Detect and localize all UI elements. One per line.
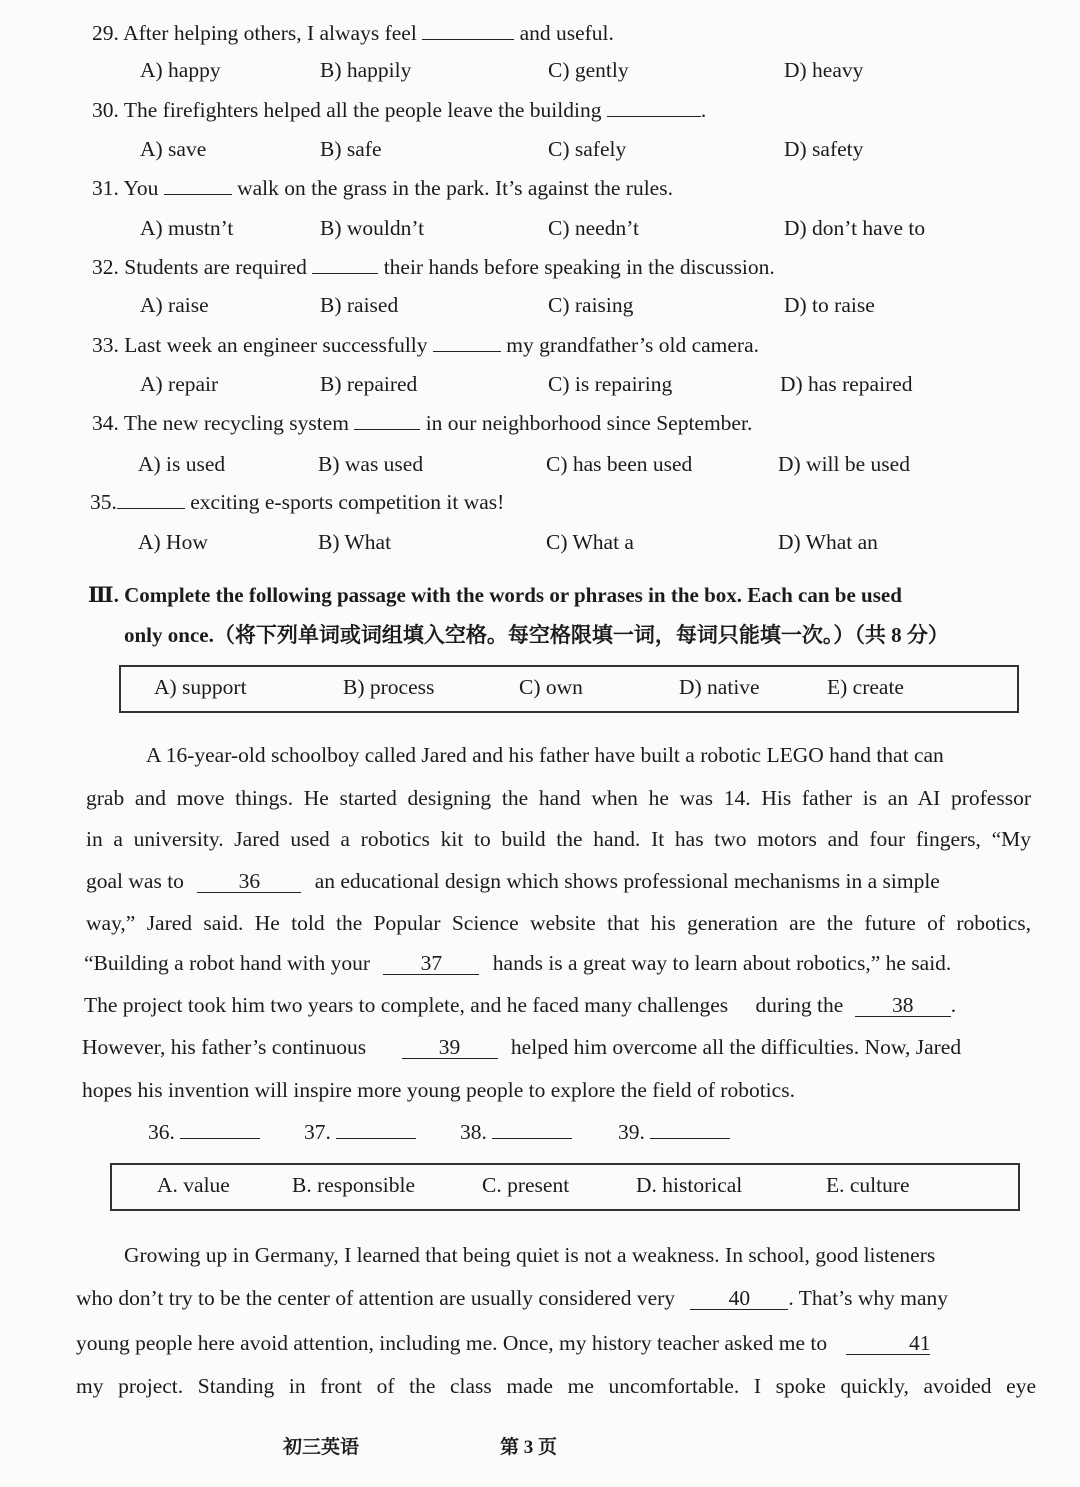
question-text: The new recycling system [123, 411, 349, 435]
passage-text: young people here avoid attention, including me. Once, my history teacher asked me to [76, 1331, 828, 1355]
option-b[interactable]: B) raised [320, 293, 399, 317]
word-option: B) process [343, 675, 435, 699]
answer-blank[interactable] [607, 96, 701, 117]
passage-line: grab and move things. He started designing the hand when he was 14. His father is an AI professor [86, 786, 1031, 810]
passage-line: in a university. Jared used a robotics kit to build the hand. It has two motors and four fingers, “My [86, 827, 1031, 851]
word-box-2 [110, 1163, 1020, 1211]
passage-line: A 16-year-old schoolboy called Jared and his father have built a robotic LEGO hand that can [146, 743, 944, 767]
answer-blank[interactable] [312, 253, 378, 274]
question-number: 31. [92, 176, 119, 200]
option-d[interactable]: D) safety [784, 137, 864, 161]
answer-39-field[interactable] [650, 1118, 730, 1139]
answer-number: 37. [304, 1120, 331, 1144]
question-text: The firefighters helped all the people leave the building [123, 98, 602, 122]
blank-40[interactable]: 40 [690, 1287, 788, 1310]
question-text: Students are required [124, 255, 307, 279]
option-c[interactable]: C) has been used [546, 452, 693, 476]
answer-37-field[interactable] [336, 1118, 416, 1139]
blank-36[interactable]: 36 [197, 870, 301, 893]
option-c[interactable]: C) is repairing [548, 372, 673, 396]
answer-blank[interactable] [433, 331, 501, 352]
word-option: C. present [482, 1173, 570, 1197]
option-c[interactable]: C) What a [546, 530, 634, 554]
question-number: 33. [92, 333, 119, 357]
option-a[interactable]: A) repair [140, 372, 219, 396]
word-option: A. value [157, 1173, 230, 1197]
word-option: A) support [154, 675, 247, 699]
option-b[interactable]: B) safe [320, 137, 382, 161]
word-option: B. responsible [292, 1173, 416, 1197]
question-text: Last week an engineer successfully [124, 333, 428, 357]
blank-39[interactable]: 39 [402, 1036, 498, 1059]
passage-text: . [950, 993, 957, 1017]
option-b[interactable]: B) What [318, 530, 392, 554]
answer-number: 39. [618, 1120, 645, 1144]
answer-36-field[interactable] [180, 1118, 260, 1139]
passage-text: an educational design which shows professional mechanisms in a simple [314, 869, 940, 893]
option-d[interactable]: D) What an [778, 530, 878, 554]
question-number: 32. [92, 255, 119, 279]
footer-subject: 初三英语 [283, 1437, 360, 1458]
answer-blank[interactable] [117, 488, 185, 509]
option-b[interactable]: B) happily [320, 58, 412, 82]
question-text: and useful. [519, 21, 614, 45]
option-a[interactable]: A) save [140, 137, 207, 161]
question-text: You [123, 176, 159, 200]
question-text: their hands before speaking in the discussion. [383, 255, 775, 279]
answer-number: 38. [460, 1120, 487, 1144]
section-3-title: Ⅲ. Complete the following passage with the words or phrases in the box. Each can be used [88, 583, 902, 607]
passage-text: However, his father’s continuous [82, 1035, 367, 1059]
word-option: C) own [519, 675, 583, 699]
footer-page-number: 第 3 页 [500, 1437, 558, 1458]
passage-line: my project. Standing in front of the class made me uncomfortable. I spoke quickly, avoided eye [76, 1374, 1036, 1398]
option-a[interactable]: A) How [138, 530, 208, 554]
option-d[interactable]: D) heavy [784, 58, 864, 82]
answer-38-field[interactable] [492, 1118, 572, 1139]
passage-text: . That’s why many [788, 1286, 949, 1310]
passage-text: helped him overcome all the difficulties. Now, Jared [510, 1035, 962, 1059]
passage-line: Growing up in Germany, I learned that being quiet is not a weakness. In school, good listeners [124, 1243, 936, 1267]
passage-text: who don’t try to be the center of attention are usually considered very [76, 1286, 676, 1310]
word-option: D. historical [636, 1173, 743, 1197]
section-3-instructions: only once.（将下列单词或词组填入空格。每空格限填一词，每词只能填一次。）（共 8 分） [124, 623, 949, 647]
question-number: 34. [92, 411, 119, 435]
option-c[interactable]: C) safely [548, 137, 627, 161]
option-a[interactable]: A) raise [140, 293, 209, 317]
answer-blank[interactable] [422, 19, 514, 40]
word-box-1 [119, 665, 1019, 713]
question-text: in our neighborhood since September. [425, 411, 753, 435]
passage-text: The project took him two years to complete, and he faced many challenges [84, 993, 729, 1017]
passage-text: during the [755, 993, 844, 1017]
passage-text: hands is a great way to learn about robotics,” he said. [492, 951, 952, 975]
question-text: exciting e-sports competition it was! [190, 490, 505, 514]
option-a[interactable]: A) happy [140, 58, 221, 82]
option-c[interactable]: C) gently [548, 58, 629, 82]
word-option: E) create [827, 675, 904, 699]
question-text: walk on the grass in the park. It’s against the rules. [237, 176, 673, 200]
question-text: After helping others, I always feel [123, 21, 417, 45]
option-b[interactable]: B) was used [318, 452, 424, 476]
question-number: 30. [92, 98, 119, 122]
option-b[interactable]: B) wouldn’t [320, 216, 425, 240]
answer-blank[interactable] [164, 174, 232, 195]
option-d[interactable]: D) has repaired [780, 372, 913, 396]
word-option: D) native [679, 675, 760, 699]
blank-38[interactable]: 38 [855, 994, 951, 1017]
question-text: my grandfather’s old camera. [506, 333, 760, 357]
option-a[interactable]: A) mustn’t [140, 216, 234, 240]
option-a[interactable]: A) is used [138, 452, 226, 476]
option-c[interactable]: C) raising [548, 293, 634, 317]
blank-37[interactable]: 37 [383, 952, 479, 975]
option-c[interactable]: C) needn’t [548, 216, 639, 240]
passage-line: way,” Jared said. He told the Popular Science website that his generation are the future of robotics, [86, 911, 1031, 935]
answer-number: 36. [148, 1120, 175, 1144]
passage-text: “Building a robot hand with your [84, 951, 371, 975]
question-text: . [700, 98, 707, 122]
answer-blank[interactable] [354, 409, 420, 430]
question-number: 35. [90, 490, 117, 514]
word-option: E. culture [826, 1173, 910, 1197]
passage-text: goal was to [86, 869, 184, 893]
option-b[interactable]: B) repaired [320, 372, 418, 396]
question-number: 29. [92, 21, 119, 45]
passage-line: hopes his invention will inspire more young people to explore the field of robotics. [82, 1078, 795, 1102]
option-d[interactable]: D) will be used [778, 452, 910, 476]
option-d[interactable]: D) to raise [784, 293, 875, 317]
blank-41[interactable]: 41 [846, 1332, 930, 1355]
option-d[interactable]: D) don’t have to [784, 216, 926, 240]
